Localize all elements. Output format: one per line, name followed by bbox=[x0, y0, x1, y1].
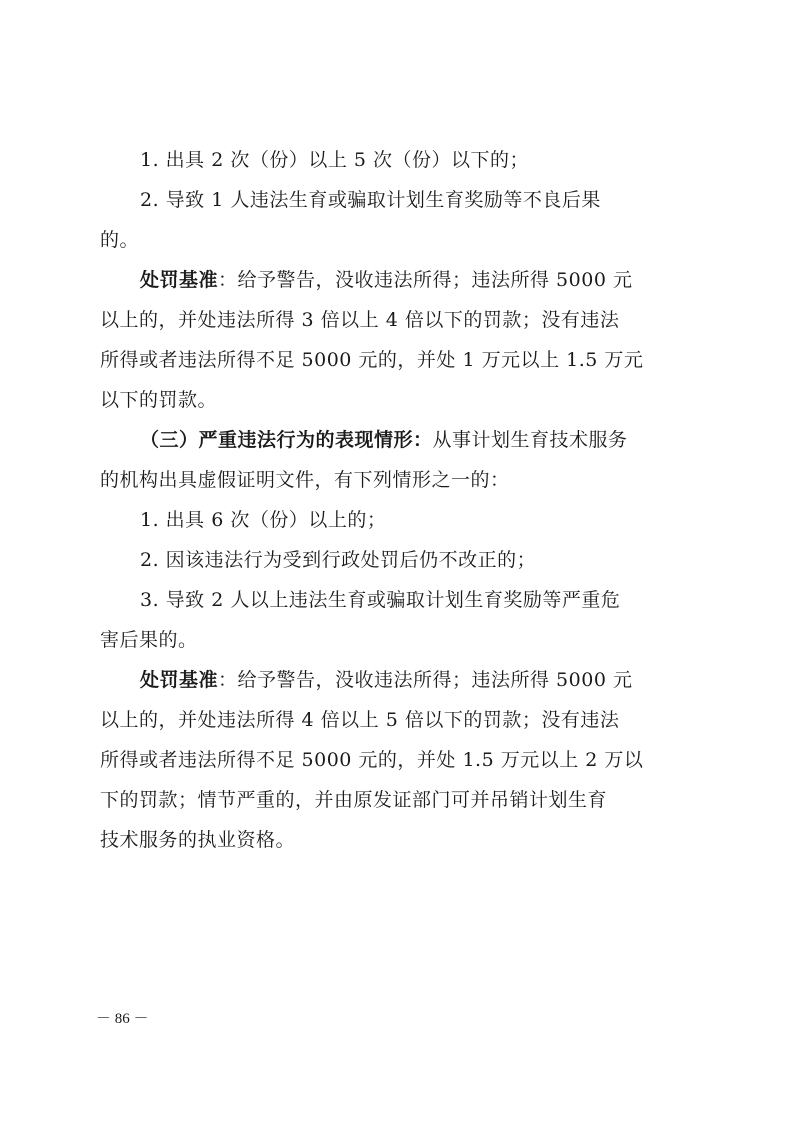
list-item-3: 3. 导致 2 人以上违法生育或骗取计划生育奖励等严重危 bbox=[140, 589, 621, 611]
list-item-1: 1. 出具 6 次（份）以上的； bbox=[140, 509, 387, 531]
penalty-standard-paragraph-2 bbox=[140, 668, 690, 692]
penalty-standard-line: 以上的，并处违法所得 4 倍以上 5 倍以下的罚款；没有违法 bbox=[100, 709, 620, 731]
penalty-standard-paragraph-1 bbox=[140, 268, 690, 292]
penalty-standard-line: 所得或者违法所得不足 5000 元的，并处 1.5 万元以上 2 万以 bbox=[100, 749, 644, 771]
penalty-standard-label: 处罚基准 bbox=[140, 669, 219, 691]
penalty-standard-text: ：给予警告，没收违法所得；违法所得 5000 元 bbox=[218, 269, 633, 291]
list-item-1: 1. 出具 2 次（份）以上 5 次（份）以下的； bbox=[140, 149, 530, 171]
page-number: － 86 － bbox=[96, 1011, 149, 1027]
list-item-2: 2. 因该违法行为受到行政处罚后仍不改正的； bbox=[140, 549, 537, 571]
section-heading-3 bbox=[140, 428, 690, 452]
section-heading-continuation: 的机构出具虚假证明文件，有下列情形之一的： bbox=[100, 469, 510, 491]
list-item-3-continuation: 害后果的。 bbox=[100, 629, 198, 651]
section-heading-label: （三）严重违法行为的表现情形： bbox=[140, 429, 433, 451]
list-item-2-continuation: 的。 bbox=[100, 229, 140, 251]
penalty-standard-line: 下的罚款；情节严重的，并由原发证部门可并吊销计划生育 bbox=[100, 789, 608, 811]
penalty-standard-line: 以上的，并处违法所得 3 倍以上 4 倍以下的罚款；没有违法 bbox=[100, 309, 620, 331]
penalty-standard-text: ：给予警告，没收违法所得；违法所得 5000 元 bbox=[218, 669, 633, 691]
penalty-standard-line: 以下的罚款。 bbox=[100, 389, 218, 411]
penalty-standard-line: 所得或者违法所得不足 5000 元的，并处 1 万元以上 1.5 万元 bbox=[100, 349, 644, 371]
list-item-2: 2. 导致 1 人违法生育或骗取计划生育奖励等不良后果 bbox=[140, 189, 601, 211]
penalty-standard-line: 技术服务的执业资格。 bbox=[100, 829, 296, 851]
penalty-standard-label: 处罚基准 bbox=[140, 269, 219, 291]
section-heading-text: 从事计划生育技术服务 bbox=[432, 429, 628, 451]
